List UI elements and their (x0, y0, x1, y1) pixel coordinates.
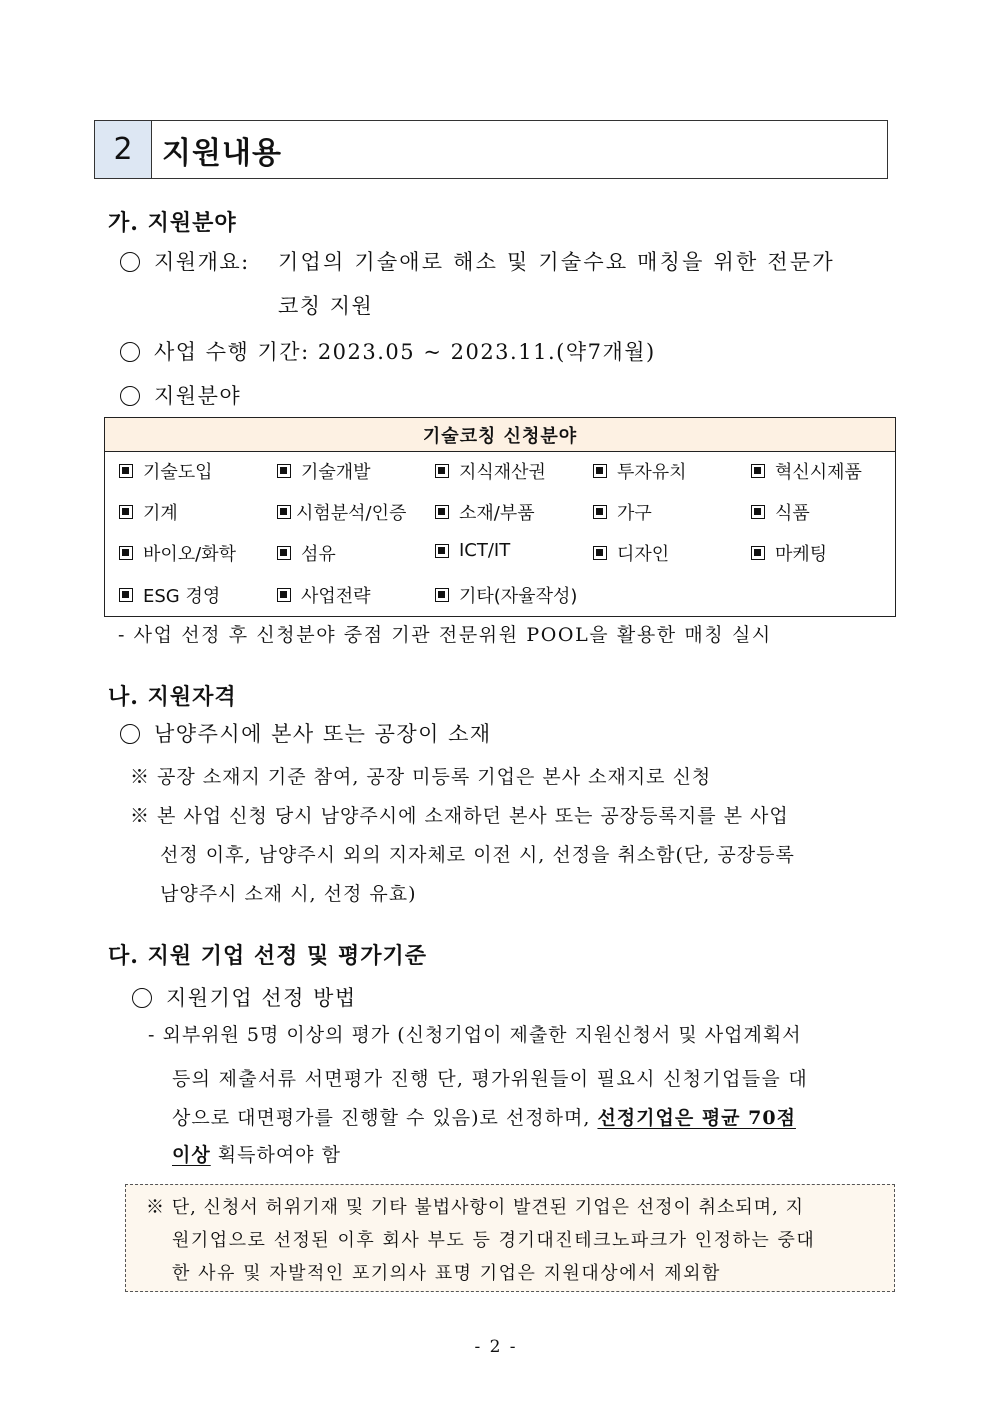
selection-criteria-emphasis-2: 이상 (172, 1144, 211, 1166)
section-number: 2 (95, 121, 152, 178)
checkbox-icon (119, 464, 133, 478)
field-item: 마케팅 (751, 540, 827, 566)
checkbox-icon (119, 546, 133, 560)
notice-box (125, 1184, 895, 1292)
overview-label: 지원개요: (154, 250, 250, 274)
table-title: 기술코칭 신청분야 (105, 418, 895, 452)
selection-desc-line2: 등의 제출서류 서면평가 진행 단, 평가위원들이 필요시 신청기업들을 대 (172, 1068, 809, 1090)
notice-line1: ※ 단, 신청서 허위기재 및 기타 불법사항이 발견된 기업은 선정이 취소되며, 지 (146, 1197, 805, 1218)
field-item: 디자인 (593, 540, 669, 566)
checkbox-icon (593, 505, 607, 519)
field-item: 지식재산권 (435, 458, 546, 484)
field-item: 시험분석/인증 (277, 499, 406, 525)
page-number: - 2 - (474, 1337, 518, 1357)
checkbox-icon (435, 588, 449, 602)
selection-desc-line3-pre: 상으로 대면평가를 진행할 수 있음)로 선정하며, (172, 1107, 591, 1129)
field-item: ESG 경영 (119, 582, 220, 608)
period-item (120, 336, 656, 366)
selection-desc-line3 (172, 1103, 796, 1130)
checkbox-icon (751, 505, 765, 519)
field-item: 가구 (593, 499, 652, 525)
checkbox-icon (751, 546, 765, 560)
field-item: 혁신시제품 (751, 458, 862, 484)
qualification-note2-line3: 남양주시 소재 시, 선정 유효) (160, 883, 417, 905)
field-item: 바이오/화학 (119, 540, 236, 566)
field-item: 기술개발 (277, 458, 371, 484)
overview-item (120, 246, 250, 276)
checkbox-icon (435, 464, 449, 478)
selection-item (132, 982, 357, 1012)
fields-note: - 사업 선정 후 신청분야 중점 기관 전문위원 POOL을 활용한 매칭 실시 (118, 624, 772, 646)
selection-desc-line1: - 외부위원 5명 이상의 평가 (신청기업이 제출한 지원신청서 및 사업계획서 (148, 1024, 802, 1046)
fields-label: 지원분야 (154, 384, 242, 408)
section-title: 지원내용 (162, 135, 282, 171)
field-item: 섬유 (277, 540, 336, 566)
qualification-item (120, 718, 492, 748)
circle-bullet-icon (120, 386, 140, 406)
field-item: 기타(자율작성) (435, 582, 577, 608)
selection-desc-line4 (172, 1140, 341, 1167)
qualification-note2-line1: ※ 본 사업 신청 당시 남양주시에 소재하던 본사 또는 공장등록지를 본 사업 (130, 805, 789, 827)
heading-qualification: 나. 지원자격 (108, 684, 237, 710)
selection-criteria-emphasis: 선정기업은 평균 70점 (597, 1107, 796, 1129)
qualification-note1: ※ 공장 소재지 기준 참여, 공장 미등록 기업은 본사 소재지로 신청 (130, 766, 712, 788)
checkbox-icon (593, 546, 607, 560)
period-text: 사업 수행 기간: 2023.05 ~ 2023.11.(약7개월) (154, 340, 656, 364)
field-item: ICT/IT (435, 540, 510, 561)
circle-bullet-icon (120, 342, 140, 362)
notice-line3: 한 사유 및 자발적인 포기의사 표명 기업은 지원대상에서 제외함 (172, 1263, 721, 1284)
checkbox-icon (751, 464, 765, 478)
overview-line2: 코칭 지원 (278, 294, 374, 318)
overview-line1: 기업의 기술애로 해소 및 기술수요 매칭을 위한 전문가 (278, 250, 835, 274)
checkbox-icon (435, 505, 449, 519)
field-item: 기술도입 (119, 458, 213, 484)
selection-desc-line4-post: 획득하여야 함 (217, 1144, 341, 1166)
qualification-note2-line2: 선정 이후, 남양주시 외의 지자체로 이전 시, 선정을 취소함(단, 공장등록 (160, 844, 795, 866)
field-item: 식품 (751, 499, 810, 525)
field-item: 투자유치 (593, 458, 687, 484)
checkbox-icon (277, 546, 291, 560)
checkbox-icon (593, 464, 607, 478)
field-item: 기계 (119, 499, 178, 525)
circle-bullet-icon (120, 252, 140, 272)
fields-table (104, 417, 896, 617)
checkbox-icon (277, 588, 291, 602)
heading-support-field: 가. 지원분야 (108, 210, 237, 236)
circle-bullet-icon (132, 988, 152, 1008)
checkbox-icon (119, 588, 133, 602)
selection-method-text: 지원기업 선정 방법 (166, 986, 357, 1010)
notice-line2: 원기업으로 선정된 이후 회사 부도 등 경기대진테크노파크가 인정하는 중대 (172, 1230, 816, 1251)
checkbox-icon (435, 544, 449, 558)
checkbox-icon (277, 505, 291, 519)
qualification-text: 남양주시에 본사 또는 공장이 소재 (154, 722, 492, 746)
heading-selection: 다. 지원 기업 선정 및 평가기준 (108, 943, 427, 969)
section-header (94, 120, 888, 179)
checkbox-icon (119, 505, 133, 519)
circle-bullet-icon (120, 724, 140, 744)
field-item: 사업전략 (277, 582, 371, 608)
fields-item (120, 380, 241, 410)
field-item: 소재/부품 (435, 499, 535, 525)
checkbox-icon (277, 464, 291, 478)
